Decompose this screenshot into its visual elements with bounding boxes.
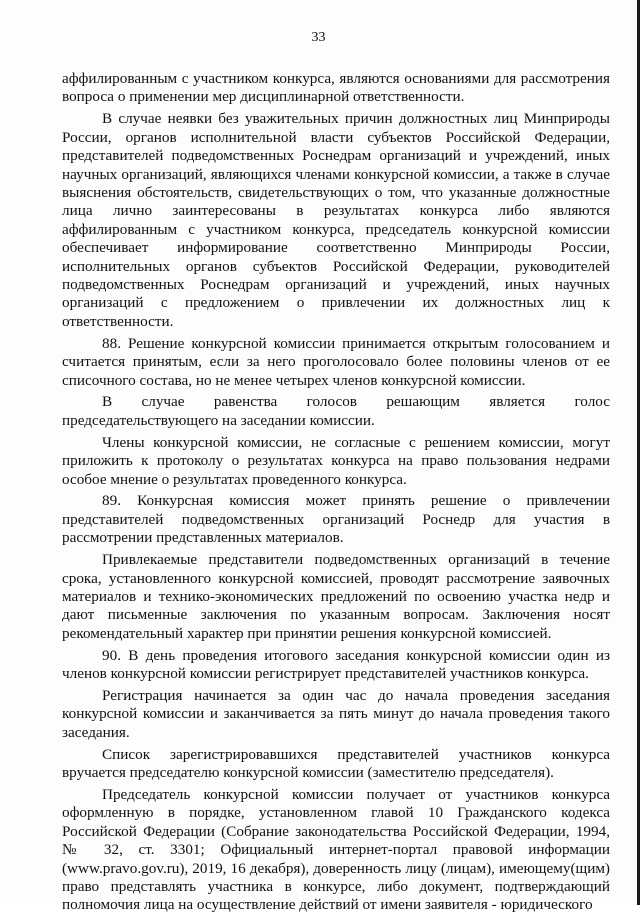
paragraph-88-voting: 88. Решение конкурсной комиссии принимается открытым голосованием и считается принятым, если за него проголосовало более половины членов от ее списочного состава, но не менее четырех членов конкурсной комиссии. <box>62 334 610 389</box>
paragraph-absence-of-officials: В случае неявки без уважительных причин должностных лиц Минприроды России, органов исполнительной власти субъектов Российской Федерации, представителей подведомственных Роснедрам организаций и учреждений, иных научных организаций, являющихся членами конкурсной комиссии, а также в случае выяснения обстоятельств, свидетельствующих о том, что указанные должностные лица лично заинтересованы в результатах конкурса либо являются аффилированным с участником конкурса, председатель конкурсной комиссии обеспечивает информирование соответственно Минприроды России, исполнительных органов субъектов Российской Федерации, руководителей подведомственных Роснедрам организаций и учреждений, иных научных организаций с предложением о привлечении их должностных лиц к ответственности. <box>62 110 610 330</box>
paragraph-power-of-attorney: Председатель конкурсной комиссии получает от участников конкурса оформленную в порядке, установленном главой 10 Гражданского кодекса Российской Федерации (Собрание законодательства Российской Федерации, 1994, № 32, ст. 3301; Официальный интернет-портал правовой информации (www.pravo.gov.ru), 2019, 16 декабря), доверенность лицу (лицам), имеющему(щим) право представлять участника в конкурсе, либо документ, подтверждающий полномочия лица на осуществление действий от имени заявителя - юридического <box>62 786 610 914</box>
paragraph-review-materials: Привлекаемые представители подведомственных организаций в течение срока, установленного конкурсной комиссией, проводят рассмотрение заявочных материалов и технико-экономических предложений по освоению участка недр и дают письменные заключения по указанным вопросам. Заключения носят рекомендательный характер при принятии решения конкурсной комиссией. <box>62 551 610 642</box>
document-body <box>62 70 610 918</box>
paragraph-continuation: аффилированным с участником конкурса, являются основаниями для рассмотрения вопроса о применении мер дисциплинарной ответственности. <box>62 70 610 106</box>
paragraph-89-representatives: 89. Конкурсная комиссия может принять решение о привлечении представителей подведомственных организаций Роснедр для участия в рассмотрении представленных материалов. <box>62 492 610 547</box>
paragraph-registration-time: Регистрация начинается за один час до начала проведения заседания конкурсной комиссии и заканчивается за пять минут до начала проведения такого заседания. <box>62 687 610 741</box>
paragraph-tie-vote: В случае равенства голосов решающим является голос председательствующего на заседании комиссии. <box>62 393 610 429</box>
paragraph-dissenting-opinion: Члены конкурсной комиссии, не согласные с решением комиссии, могут приложить к протоколу о результатах конкурса на право пользования недрами особое мнение о результатах проведенного конкурса. <box>62 433 610 488</box>
page-number: 33 <box>311 30 326 45</box>
paragraph-90-registration: 90. В день проведения итогового заседания конкурсной комиссии один из членов конкурсной комиссии регистрирует представителей участников конкурса. <box>62 646 610 683</box>
paragraph-registration-list: Список зарегистрировавшихся представителей участников конкурса вручается председателю конкурсной комиссии (заместителю председателя). <box>62 745 610 782</box>
